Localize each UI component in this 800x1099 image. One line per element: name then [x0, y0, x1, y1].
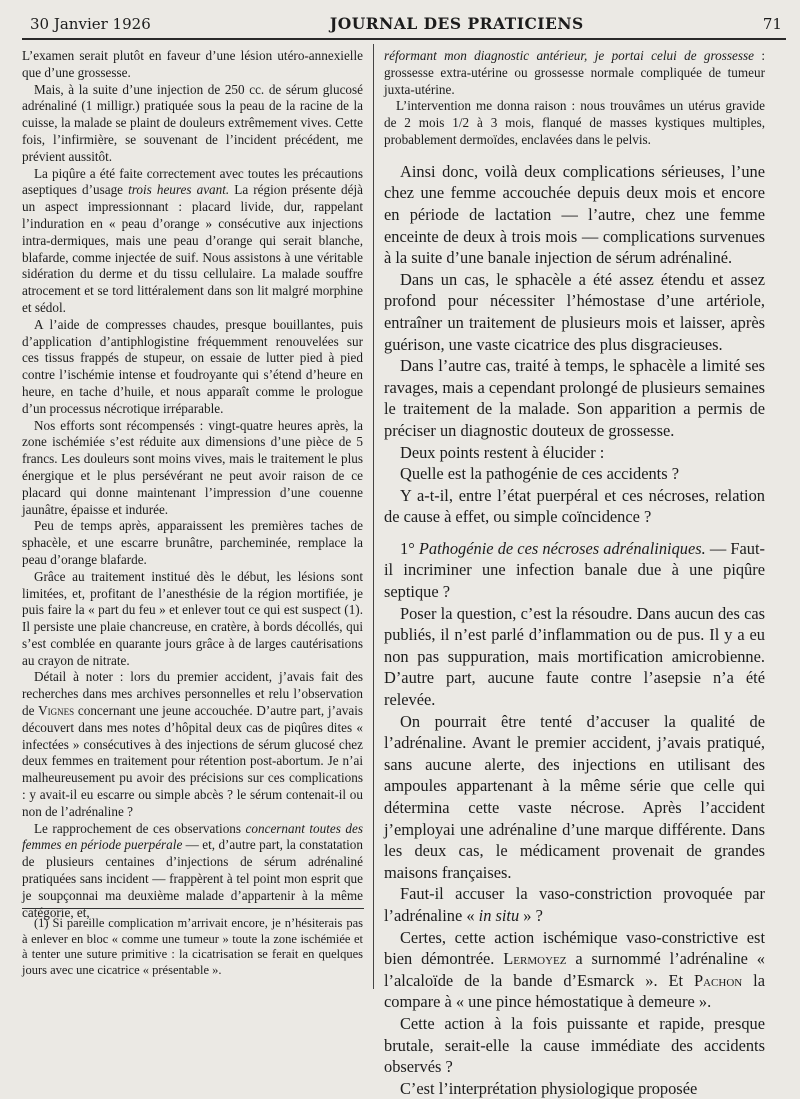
italic-run: trois heures avant.: [128, 182, 230, 198]
text-run: concernant une jeune accouchée. D’autre part, j’avais découvert dans mes notes d’hôpital deux cas de piqûres dites « infectées » consécutives à des injections de sérum glucosé chez deux femmes en traitement pour rétention post-abortum. Je n’ai malheureusement pu avoir des précisions sur ces complications : y avait-il eu escarre ou simple abcès ? le sérum contenait-il ou non de l’adrénaline ?: [22, 703, 363, 819]
text-run: a surnommé l’adrénaline « l’alcaloïde de la bande d’Esmarck ». Et: [384, 949, 766, 990]
page-header: [30, 14, 782, 38]
left-paragraph-2: Mais, à la suite d’une injection de 250 cc. de sérum glucosé adrénaliné (1 milligr.) pratiquée sous la peau de la racine de la cuisse, la malade se plaint de douleurs extrêmement vives. Cette fois, l’infirmière, se souvenant de l’incident précédent, me prévient aussitôt.: [22, 81, 363, 164]
right-paragraph-2: L’intervention me donna raison : nous trouvâmes un utérus gravide de 2 mois 1/2 à 3 mois, flanqué de masses kystiques multiples, probablement dermoïdes, enclavées dans le pelvis.: [384, 98, 765, 147]
column-divider: [373, 44, 374, 989]
left-paragraph-6: Peu de temps après, apparaissent les premières taches de sphacèle, et une escarre brunâtre, parcheminée, remplace la peau d’orange blafarde.: [22, 518, 363, 567]
right-paragraph-3: Ainsi donc, voilà deux complications sérieuses, l’une chez une femme accouchée depuis deux mois et encore en période de lactation — l’autre, chez une femme enceinte de deux à trois mois — complications survenues à la suite d’une banale injection de sérum adrénaliné.: [384, 161, 765, 268]
right-paragraph-8: Y a-t-il, entre l’état puerpéral et ces nécroses, relation de cause à effet, ou simple coïncidence ?: [384, 485, 765, 527]
text-run: Faut-il accuser la vaso-constriction provoquée par l’adrénaline «: [384, 884, 765, 925]
left-paragraph-7: Grâce au traitement institué dès le début, les lésions sont limitées, et, profitant de l’anesthésie de la région mortifiée, je puis faire la « part du feu » et enlever tout ce qui est suspect (1). Il persiste une plaie chancreuse, en cratère, à bords décollés, qui s’est comblée en quarante jours grâce à de larges cautérisations au crayon de nitrate.: [22, 568, 363, 668]
right-column: [384, 48, 765, 1099]
right-small-text: [384, 48, 765, 149]
text-run: La région présente déjà un aspect impressionnant : placard livide, dur, rappelant l’induration en « peau d’orange » consécutive aux injections intra-dermiques, mais une peau d’orange qui serait blanche, blafarde, comme injectée de suif. Nous assistons à une véritable sidération du derme et du tissu cellulaire. La malade souffre atrocement et se tord littéralement dans son lit malgré morphine et sédol.: [22, 182, 363, 315]
journal-title: JOURNAL DES PRATICIENS: [329, 14, 584, 33]
text-run: Le rapprochement de ces observations: [34, 820, 246, 836]
author-name-pachon: Pachon: [694, 970, 743, 990]
author-name-lermoyez: Lermoyez: [503, 949, 567, 969]
right-paragraph-1: [384, 48, 765, 98]
right-paragraph-4: Dans un cas, le sphacèle a été assez étendu et assez profond pour nécessiter l’hémostase d’une artériole, entraîner un traitement de plusieurs mois et laisser, après guérison, une vaste cicatrice des plus disgracieuses.: [384, 269, 765, 354]
author-name-vignes: Vignes: [38, 703, 75, 719]
text-run: — et, d’autre part, la constatation de plusieurs centaines d’injections de sérum adrénaliné pratiquées sans incident — frappèrent à tel point mon esprit que je soupçonnai ma deuxième malade d’appartenir à la même catégorie, et,: [22, 837, 363, 920]
left-paragraph-5: Nos efforts sont récompensés : vingt-quatre heures après, la zone ischémiée s’est réduite aux dimensions d’une pièce de 5 francs. Les douleurs sont moins vives, mais le traitement le plus énergique et le plus persévérant ne peut avoir raison de ce placard qui donne maintenant l’impression d’une couenne jaunâtre, épaisse et indurée.: [22, 417, 363, 517]
text-run: : grossesse extra-utérine ou grossesse normale compliquée de tumeur juxta-utérine.: [384, 48, 765, 97]
header-rule: [22, 38, 786, 40]
left-paragraph-1: L’examen serait plutôt en faveur d’une lésion utéro-annexielle que d’une grossesse.: [22, 48, 363, 80]
right-large-text: [384, 161, 765, 1099]
text-run: Détail à noter : lors du premier accident, j’avais fait des recherches dans mes archives personnelles et relu l’observation de: [22, 669, 363, 719]
right-paragraph-12: [384, 883, 765, 926]
text-run: » ?: [519, 905, 543, 925]
left-paragraph-8: [22, 669, 363, 820]
right-paragraph-14: Cette action à la fois puissante et rapide, presque brutale, serait-elle la cause immédiate des accidents observés ?: [384, 1013, 765, 1077]
text-run: Certes, cette action ischémique vaso-constrictive est bien démontrée.: [384, 927, 765, 969]
left-paragraph-3: [22, 166, 363, 317]
right-paragraph-10: Poser la question, c’est la résoudre. Dans aucun des cas publiés, il n’est parlé d’inflammation ou de pus. Il y a eu non pas suppuration, mais mortification amicrobienne. D’autre part, aucune faute contre l’asepsie n’a été relevée.: [384, 603, 765, 710]
right-paragraph-15: C’est l’interprétation physiologique proposée: [400, 1078, 698, 1098]
text-run: 1°: [400, 538, 419, 558]
right-paragraph-5: Dans l’autre cas, traité à temps, le sphacèle a limité ses ravages, mais a cependant prolongé de plusieurs semaines le traitement de la malade. Son apparition a permis de préciser un diagnostic douteux de grossesse.: [384, 356, 765, 440]
section-title: Pathogénie de ces nécroses adrénaliniques.: [418, 538, 706, 558]
section-heading-pathogenie: [384, 538, 765, 603]
text-run: La piqûre a été faite correctement avec toutes les précautions aseptiques d’usage: [22, 165, 363, 198]
left-paragraph-9: [22, 821, 363, 922]
text-run: — Faut-il incriminer une infection banale due à une piqûre septique ?: [384, 538, 765, 602]
text-run: la compare à « une pince hémostatique à demeure ».: [384, 970, 765, 1012]
left-paragraph-4: A l’aide de compresses chaudes, presque bouillantes, puis d’application d’antiphlogistine fréquemment renouvelées sur ces tissus frappés de stupeur, on essaie de lutter pied à pied contre l’ischémie intense et foudroyante qui s’étend d’heure en heure, en tache d’huile, et nous apparaît comme le prologue d’un processus nécrotique irréparable.: [22, 316, 363, 416]
right-paragraph-11: On pourrait être tenté d’accuser la qualité de l’adrénaline. Avant le premier accident, j’avais pratiqué, sans aucune alerte, des injections en utilisant des ampoules appartenant à la même série que celle qui détermina cette vaste nécrose. Après l’accident j’employai une adrénaline d’une marque différente. Dans les deux cas, le médicament provenait de grandes maisons françaises.: [384, 711, 765, 882]
italic-run: in situ: [478, 905, 520, 925]
left-column: [22, 48, 363, 921]
footnote-rule: [22, 908, 364, 909]
page-number: 71: [762, 15, 782, 33]
footnote: (1) Si pareille complication m’arrivait encore, je n’hésiterais pas à enlever en bloc « comme une tumeur » toute la zone ischémiée et à tenter une suture primitive : la cicatrisation se ferait en quelques jours avec une cicatrice « présentable ».: [22, 916, 363, 977]
right-paragraph-7: Quelle est la pathogénie de ces accidents ?: [400, 464, 679, 484]
right-paragraph-6: Deux points restent à élucider :: [400, 442, 605, 462]
italic-run: réformant mon diagnostic antérieur, je portai celui de grossesse: [384, 48, 754, 63]
italic-run: concernant toutes des femmes en période puerpérale: [22, 820, 363, 853]
right-paragraph-13: [384, 927, 765, 1013]
issue-date: 30 Janvier 1926: [30, 15, 151, 33]
